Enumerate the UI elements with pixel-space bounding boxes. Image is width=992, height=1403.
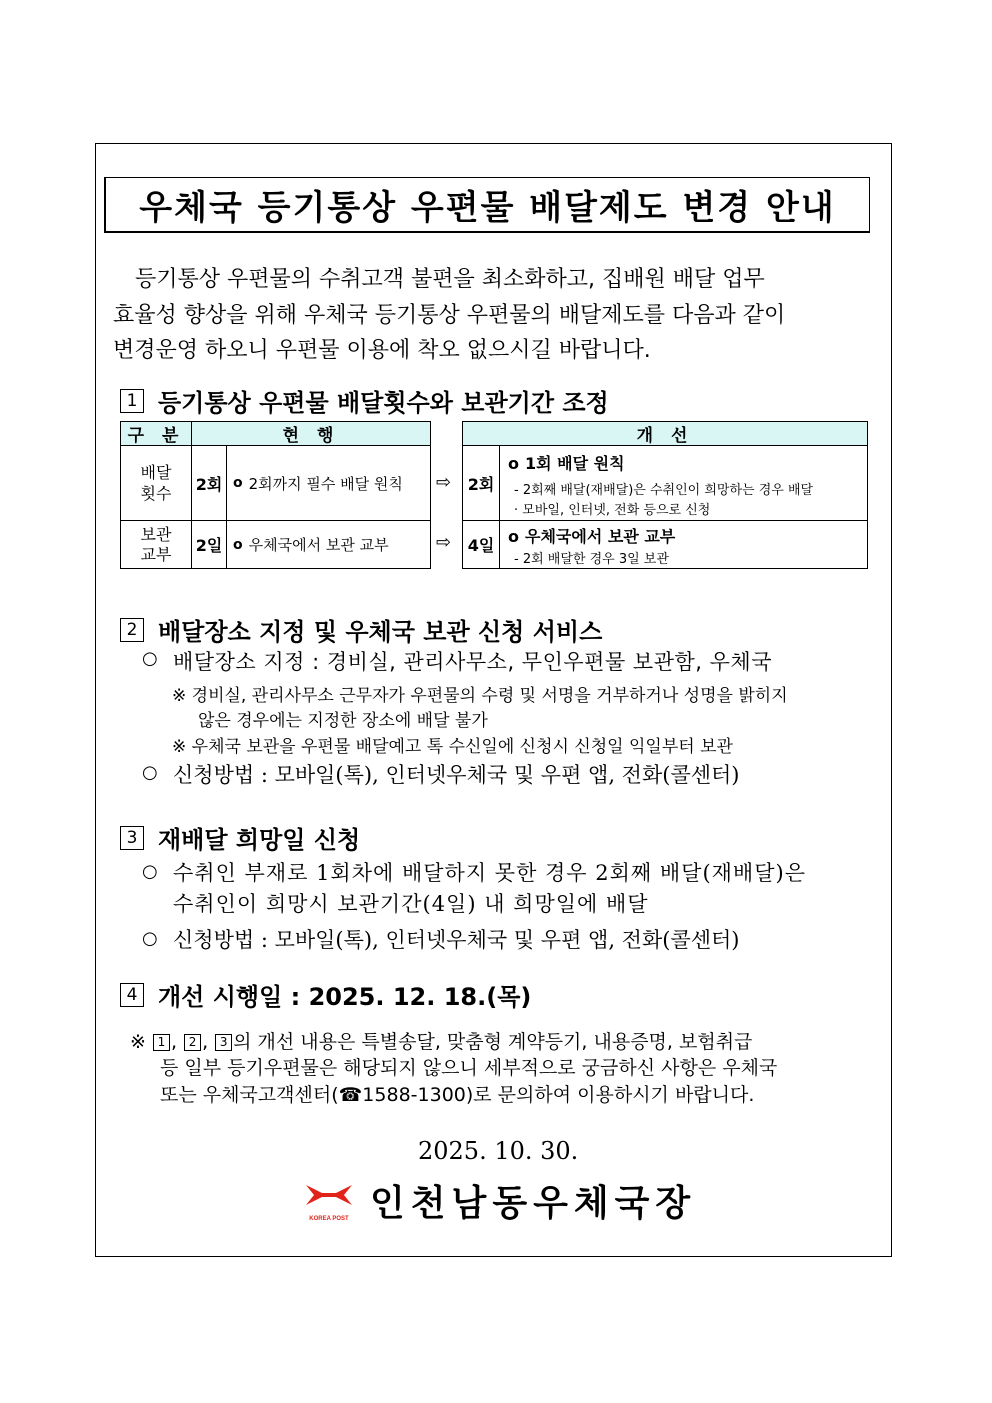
row1-new-detail2: · 모바일, 인터넷, 전화 등으로 신청: [514, 503, 711, 518]
row1-category-line1: 배달: [140, 463, 172, 482]
row2-bullet-icon: o: [233, 536, 243, 553]
row2-new-title: [508, 524, 675, 547]
row1-new-title: [508, 451, 625, 474]
section4-number: 4: [120, 983, 144, 1007]
row1-new-value: 2회: [462, 445, 500, 521]
intro-line-2: 효율성 향상을 위해 우체국 등기통상 우편물의 배달제도를 다음과 같이: [113, 303, 786, 328]
section2-item2: 신청방법 : 모바일(톡), 인터넷우체국 및 우편 앱, 전화(콜센터): [173, 763, 740, 787]
section3-item2: 신청방법 : 모바일(톡), 인터넷우체국 및 우편 앱, 전화(콜센터): [173, 928, 740, 952]
row2-current-value: 2일: [191, 520, 227, 569]
row2-current-text: 우체국에서 보관 교부: [248, 536, 389, 554]
section3-title: 재배달 희망일 신청: [158, 826, 361, 854]
section3-bullet2-icon: ○: [142, 928, 158, 949]
row2-new-value: 4일: [462, 520, 500, 569]
logo-text: KOREA POST: [309, 1216, 349, 1222]
row1-new-detail1: - 2회째 배달(재배달)은 수취인이 희망하는 경우 배달: [514, 483, 814, 498]
section2-bullet2-icon: ○: [142, 762, 158, 783]
row2-current-desc: [226, 520, 431, 569]
section3-bullet1-icon: ○: [142, 861, 158, 882]
row1-new-title-text: 1회 배달 원칙: [525, 454, 625, 473]
footnote-num1: 1: [153, 1034, 170, 1051]
section4-heading: [120, 977, 531, 1012]
footnote-num2: 2: [184, 1034, 201, 1051]
section2-heading: [120, 612, 602, 647]
footnote-line3: 또는 우체국고객센터(☎1588-1300)로 문의하여 이용하시기 바랍니다.: [160, 1084, 755, 1106]
row1-current-text: 2회까지 필수 배달 원칙: [248, 474, 403, 493]
section1-number: 1: [120, 389, 144, 413]
issue-date: 2025. 10. 30.: [418, 1137, 579, 1165]
row1-new-bullet-icon: o: [508, 454, 519, 473]
section2-note1-line2: 않은 경우에는 지정한 장소에 배달 불가: [198, 711, 488, 731]
row1-current-value: 2회: [191, 445, 227, 521]
row1-arrow-icon: ⇨: [436, 472, 452, 493]
signature: 인천남동우체국장: [370, 1183, 697, 1224]
footnote-mark: ※: [130, 1031, 146, 1053]
section2-bullet1-icon: ○: [142, 648, 158, 669]
title-box: [104, 177, 870, 233]
row2-category-line1: 보관: [140, 524, 172, 544]
footnote-num3: 3: [215, 1034, 232, 1051]
row1-current-desc: [226, 445, 431, 521]
section2-item1: 배달장소 지정 : 경비실, 관리사무소, 무인우편물 보관함, 우체국: [173, 650, 772, 674]
row2-category-line2: 교부: [140, 544, 172, 564]
footnote-line2: 등 일부 등기우편물은 해당되지 않으니 세부적으로 궁금하신 사항은 우체국: [160, 1057, 778, 1079]
section3-heading: [120, 820, 360, 855]
page-title: 우체국 등기통상 우편물 배달제도 변경 안내: [139, 188, 836, 228]
header-improved: 개 선: [462, 421, 868, 446]
row1-category-line2: 횟수: [140, 484, 172, 503]
row2-new-desc: [499, 520, 868, 569]
header-current: 현 행: [191, 421, 431, 446]
section1-title: 등기통상 우편물 배달횟수와 보관기간 조정: [158, 389, 609, 417]
footnote-line1: ※ 1 , 2 , 3 의 개선 내용은 특별송달, 맞춤형 계약등기, 내용증명, 보험취급: [130, 1031, 753, 1053]
section1-heading: [120, 383, 609, 418]
section2-number: 2: [120, 618, 144, 642]
section4-title: 개선 시행일 : 2025. 12. 18.(목): [158, 983, 532, 1011]
intro-line-1: 등기통상 우편물의 수취고객 불편을 최소화하고, 집배원 배달 업무: [135, 267, 765, 292]
section2-title: 배달장소 지정 및 우체국 보관 신청 서비스: [158, 618, 603, 646]
section3-item1-line1: 수취인 부재로 1회차에 배달하지 못한 경우 2회째 배달(재배달)은: [173, 861, 806, 885]
footnote-line1-text: 의 개선 내용은 특별송달, 맞춤형 계약등기, 내용증명, 보험취급: [233, 1031, 753, 1053]
row1-new-desc: [499, 445, 868, 521]
section3-item1-line2: 수취인이 희망시 보관기간(4일) 내 희망일에 배달: [173, 892, 649, 916]
korea-post-logo-icon: [304, 1182, 354, 1212]
section3-number: 3: [120, 826, 144, 850]
intro-line-3: 변경운영 하오니 우편물 이용에 착오 없으시길 바랍니다.: [113, 338, 651, 363]
row2-new-detail1: - 2회 배달한 경우 3일 보관: [514, 552, 669, 567]
row2-category: [120, 520, 192, 569]
row2-new-title-text: 우체국에서 보관 교부: [525, 527, 676, 546]
section2-note1-line1: ※ 경비실, 관리사무소 근무자가 우편물의 수령 및 서명을 거부하거나 성명을 밝히지: [172, 686, 788, 706]
korea-post-logo: [304, 1182, 354, 1222]
row2-arrow-icon: ⇨: [436, 532, 452, 553]
row2-new-bullet-icon: o: [508, 527, 519, 546]
section2-note2: ※ 우체국 보관을 우편물 배달예고 톡 수신일에 신청시 신청일 익일부터 보관: [172, 737, 733, 757]
row1-bullet-icon: o: [233, 475, 243, 491]
header-category: 구 분: [120, 421, 192, 446]
row1-category: [120, 445, 192, 521]
